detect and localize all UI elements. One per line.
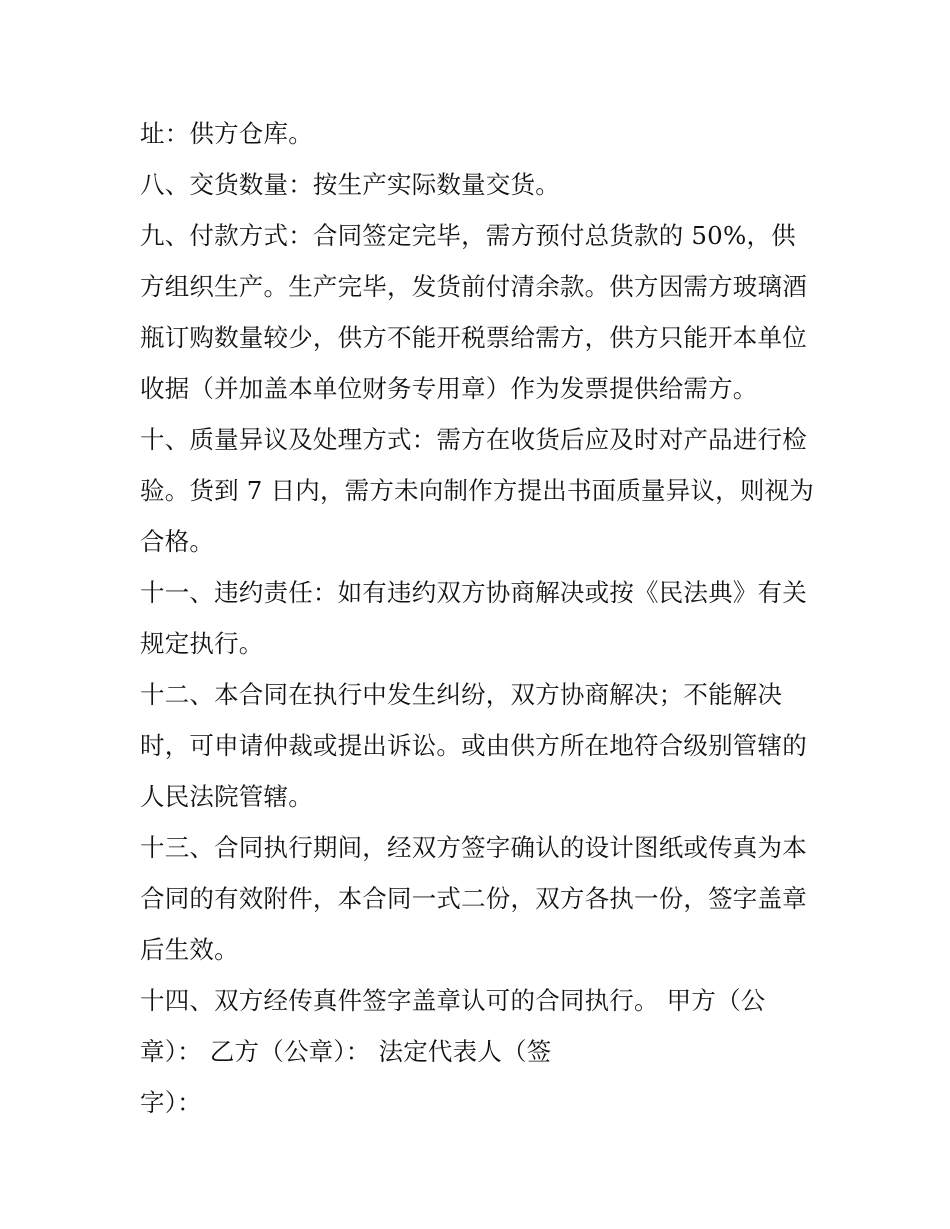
legal-representative-label: 法定代表人（签	[378, 1037, 552, 1066]
text-line: 十四、双方经传真件签字盖章认可的合同执行。 甲方（公	[140, 986, 766, 1015]
text-line: 人民法院管辖。	[140, 782, 313, 811]
text-line: 八、交货数量：按生产实际数量交货。	[140, 170, 560, 199]
signature-label: 字）：	[140, 1088, 202, 1117]
text-line: 址：供方仓库。	[140, 119, 313, 148]
text-line: 合同的有效附件，本合同一式二份，双方各执一份，签字盖章	[140, 884, 807, 913]
text-line: 验。货到 7 日内，需方未向制作方提出书面质量异议，则视为	[140, 476, 814, 505]
signature-line-1	[140, 1026, 820, 1077]
text-line: 九、付款方式：合同签定完毕，需方预付总货款的 50%，供	[140, 221, 796, 250]
party-b-seal-label: 乙方（公章）：	[209, 1037, 371, 1066]
text-line: 收据（并加盖本单位财务专用章）作为发票提供给需方。	[140, 374, 758, 403]
text-line: 规定执行。	[140, 629, 264, 658]
signature-line-2	[140, 1077, 820, 1128]
text-line: 十、质量异议及处理方式：需方在收货后应及时对产品进行检	[140, 425, 807, 454]
text-line: 十三、合同执行期间，经双方签字确认的设计图纸或传真为本	[140, 833, 807, 862]
contract-text	[140, 108, 820, 1128]
text-line: 十一、违约责任：如有违约双方协商解决或按《民法典》有关	[140, 578, 807, 607]
text-line: 十二、本合同在执行中发生纠纷，双方协商解决；不能解决	[140, 680, 783, 709]
text-line: 时，可申请仲裁或提出诉讼。或由供方所在地符合级别管辖的	[140, 731, 807, 760]
text-line: 合格。	[140, 527, 215, 556]
text-line: 后生效。	[140, 935, 239, 964]
text-line: 瓶订购数量较少，供方不能开税票给需方，供方只能开本单位	[140, 323, 807, 352]
text-line: 方组织生产。生产完毕，发货前付清余款。供方因需方玻璃酒	[140, 272, 807, 301]
party-a-seal-label: 章）：	[140, 1037, 202, 1066]
